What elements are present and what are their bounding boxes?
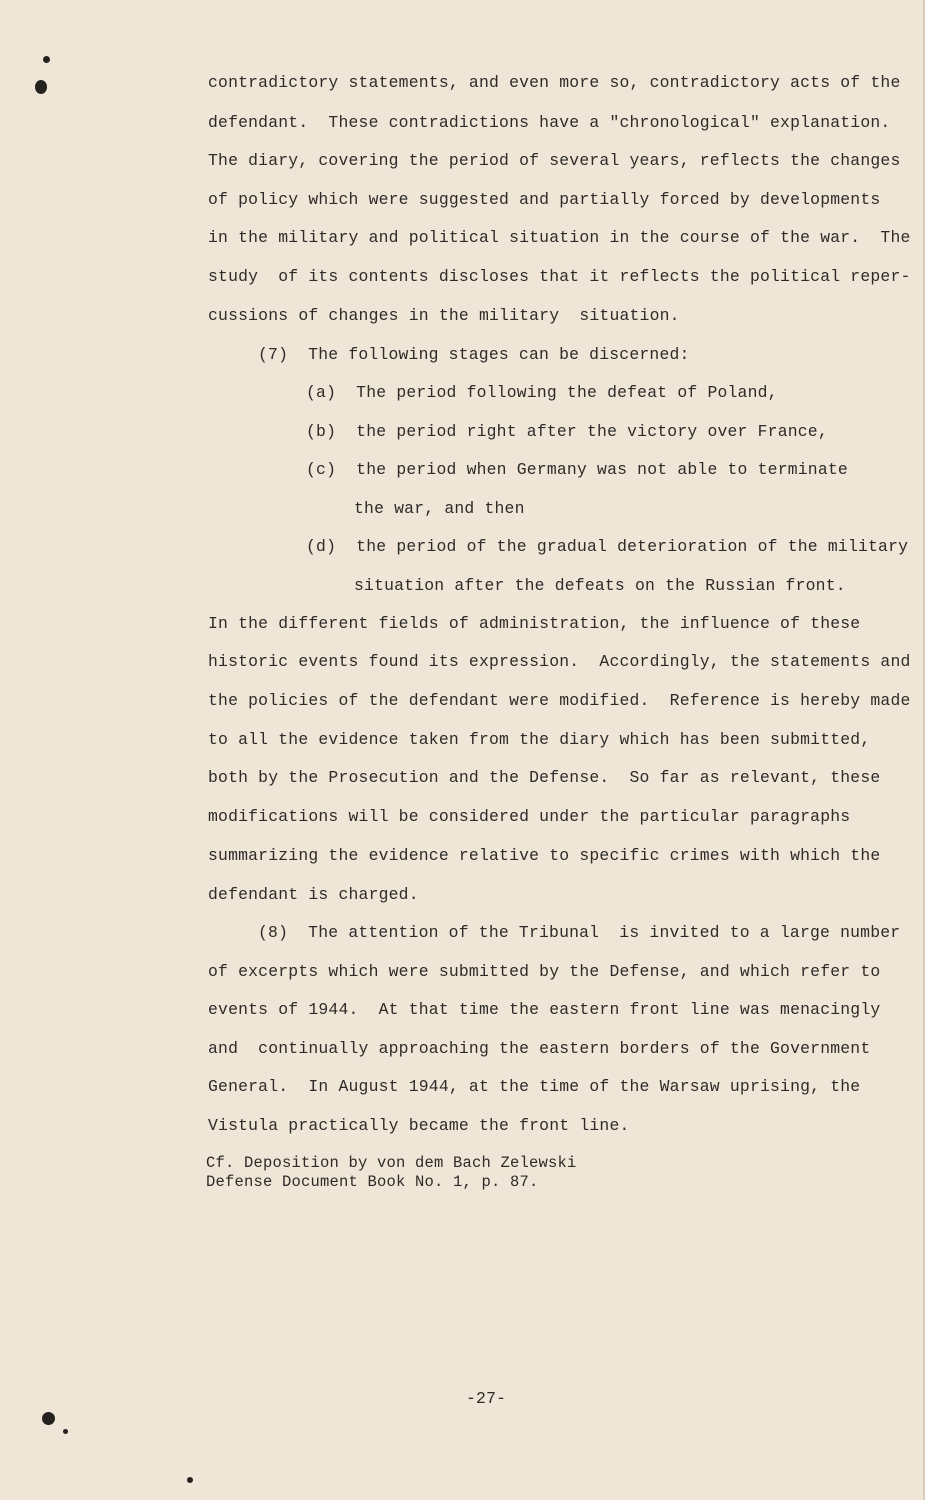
text-line: to all the evidence taken from the diary which has been submitted, — [208, 730, 871, 749]
footnote-line: Cf. Deposition by von dem Bach Zelewski — [206, 1154, 577, 1172]
list-item: (c) the period when Germany was not able to terminate — [306, 460, 848, 479]
text-line: contradictory statements, and even more so, contradictory acts of the — [208, 73, 901, 92]
page-number: -27- — [466, 1389, 507, 1408]
punch-hole-mark — [63, 1429, 68, 1434]
punch-hole-mark — [42, 1412, 55, 1425]
text-line: of excerpts which were submitted by the Defense, and which refer to — [208, 962, 881, 981]
text-line: The diary, covering the period of several years, reflects the changes — [208, 151, 901, 170]
punch-hole-mark — [43, 56, 50, 63]
text-line: in the military and political situation in the course of the war. The — [208, 228, 911, 247]
text-line: of policy which were suggested and partially forced by developments — [208, 190, 881, 209]
list-item: the war, and then — [354, 499, 525, 518]
text-line: In the different fields of administration, the influence of these — [208, 614, 861, 633]
punch-hole-mark — [187, 1477, 193, 1483]
text-line: (7) The following stages can be discerned: — [258, 345, 690, 364]
text-line: study of its contents discloses that it reflects the political reper- — [208, 267, 911, 286]
text-line: and continually approaching the eastern borders of the Government — [208, 1039, 871, 1058]
text-line: (8) The attention of the Tribunal is invited to a large number — [258, 923, 901, 942]
text-line: summarizing the evidence relative to specific crimes with which the — [208, 846, 881, 865]
punch-hole-mark — [35, 80, 47, 94]
text-line: Vistula practically became the front line. — [208, 1116, 630, 1135]
footnote-line: Defense Document Book No. 1, p. 87. — [206, 1173, 539, 1191]
text-line: General. In August 1944, at the time of the Warsaw uprising, the — [208, 1077, 861, 1096]
list-item: (b) the period right after the victory over France, — [306, 422, 828, 441]
text-line: defendant. These contradictions have a "chronological" explanation. — [208, 113, 891, 132]
text-line: defendant is charged. — [208, 885, 419, 904]
text-line: cussions of changes in the military situation. — [208, 306, 680, 325]
text-line: events of 1944. At that time the eastern front line was menacingly — [208, 1000, 881, 1019]
text-line: modifications will be considered under the particular paragraphs — [208, 807, 851, 826]
text-line: both by the Prosecution and the Defense. So far as relevant, these — [208, 768, 881, 787]
list-item: situation after the defeats on the Russian front. — [354, 576, 846, 595]
list-item: (d) the period of the gradual deterioration of the military — [306, 537, 909, 556]
text-line: historic events found its expression. Accordingly, the statements and — [208, 652, 911, 671]
list-item: (a) The period following the defeat of Poland, — [306, 383, 778, 402]
text-line: the policies of the defendant were modified. Reference is hereby made — [208, 691, 911, 710]
